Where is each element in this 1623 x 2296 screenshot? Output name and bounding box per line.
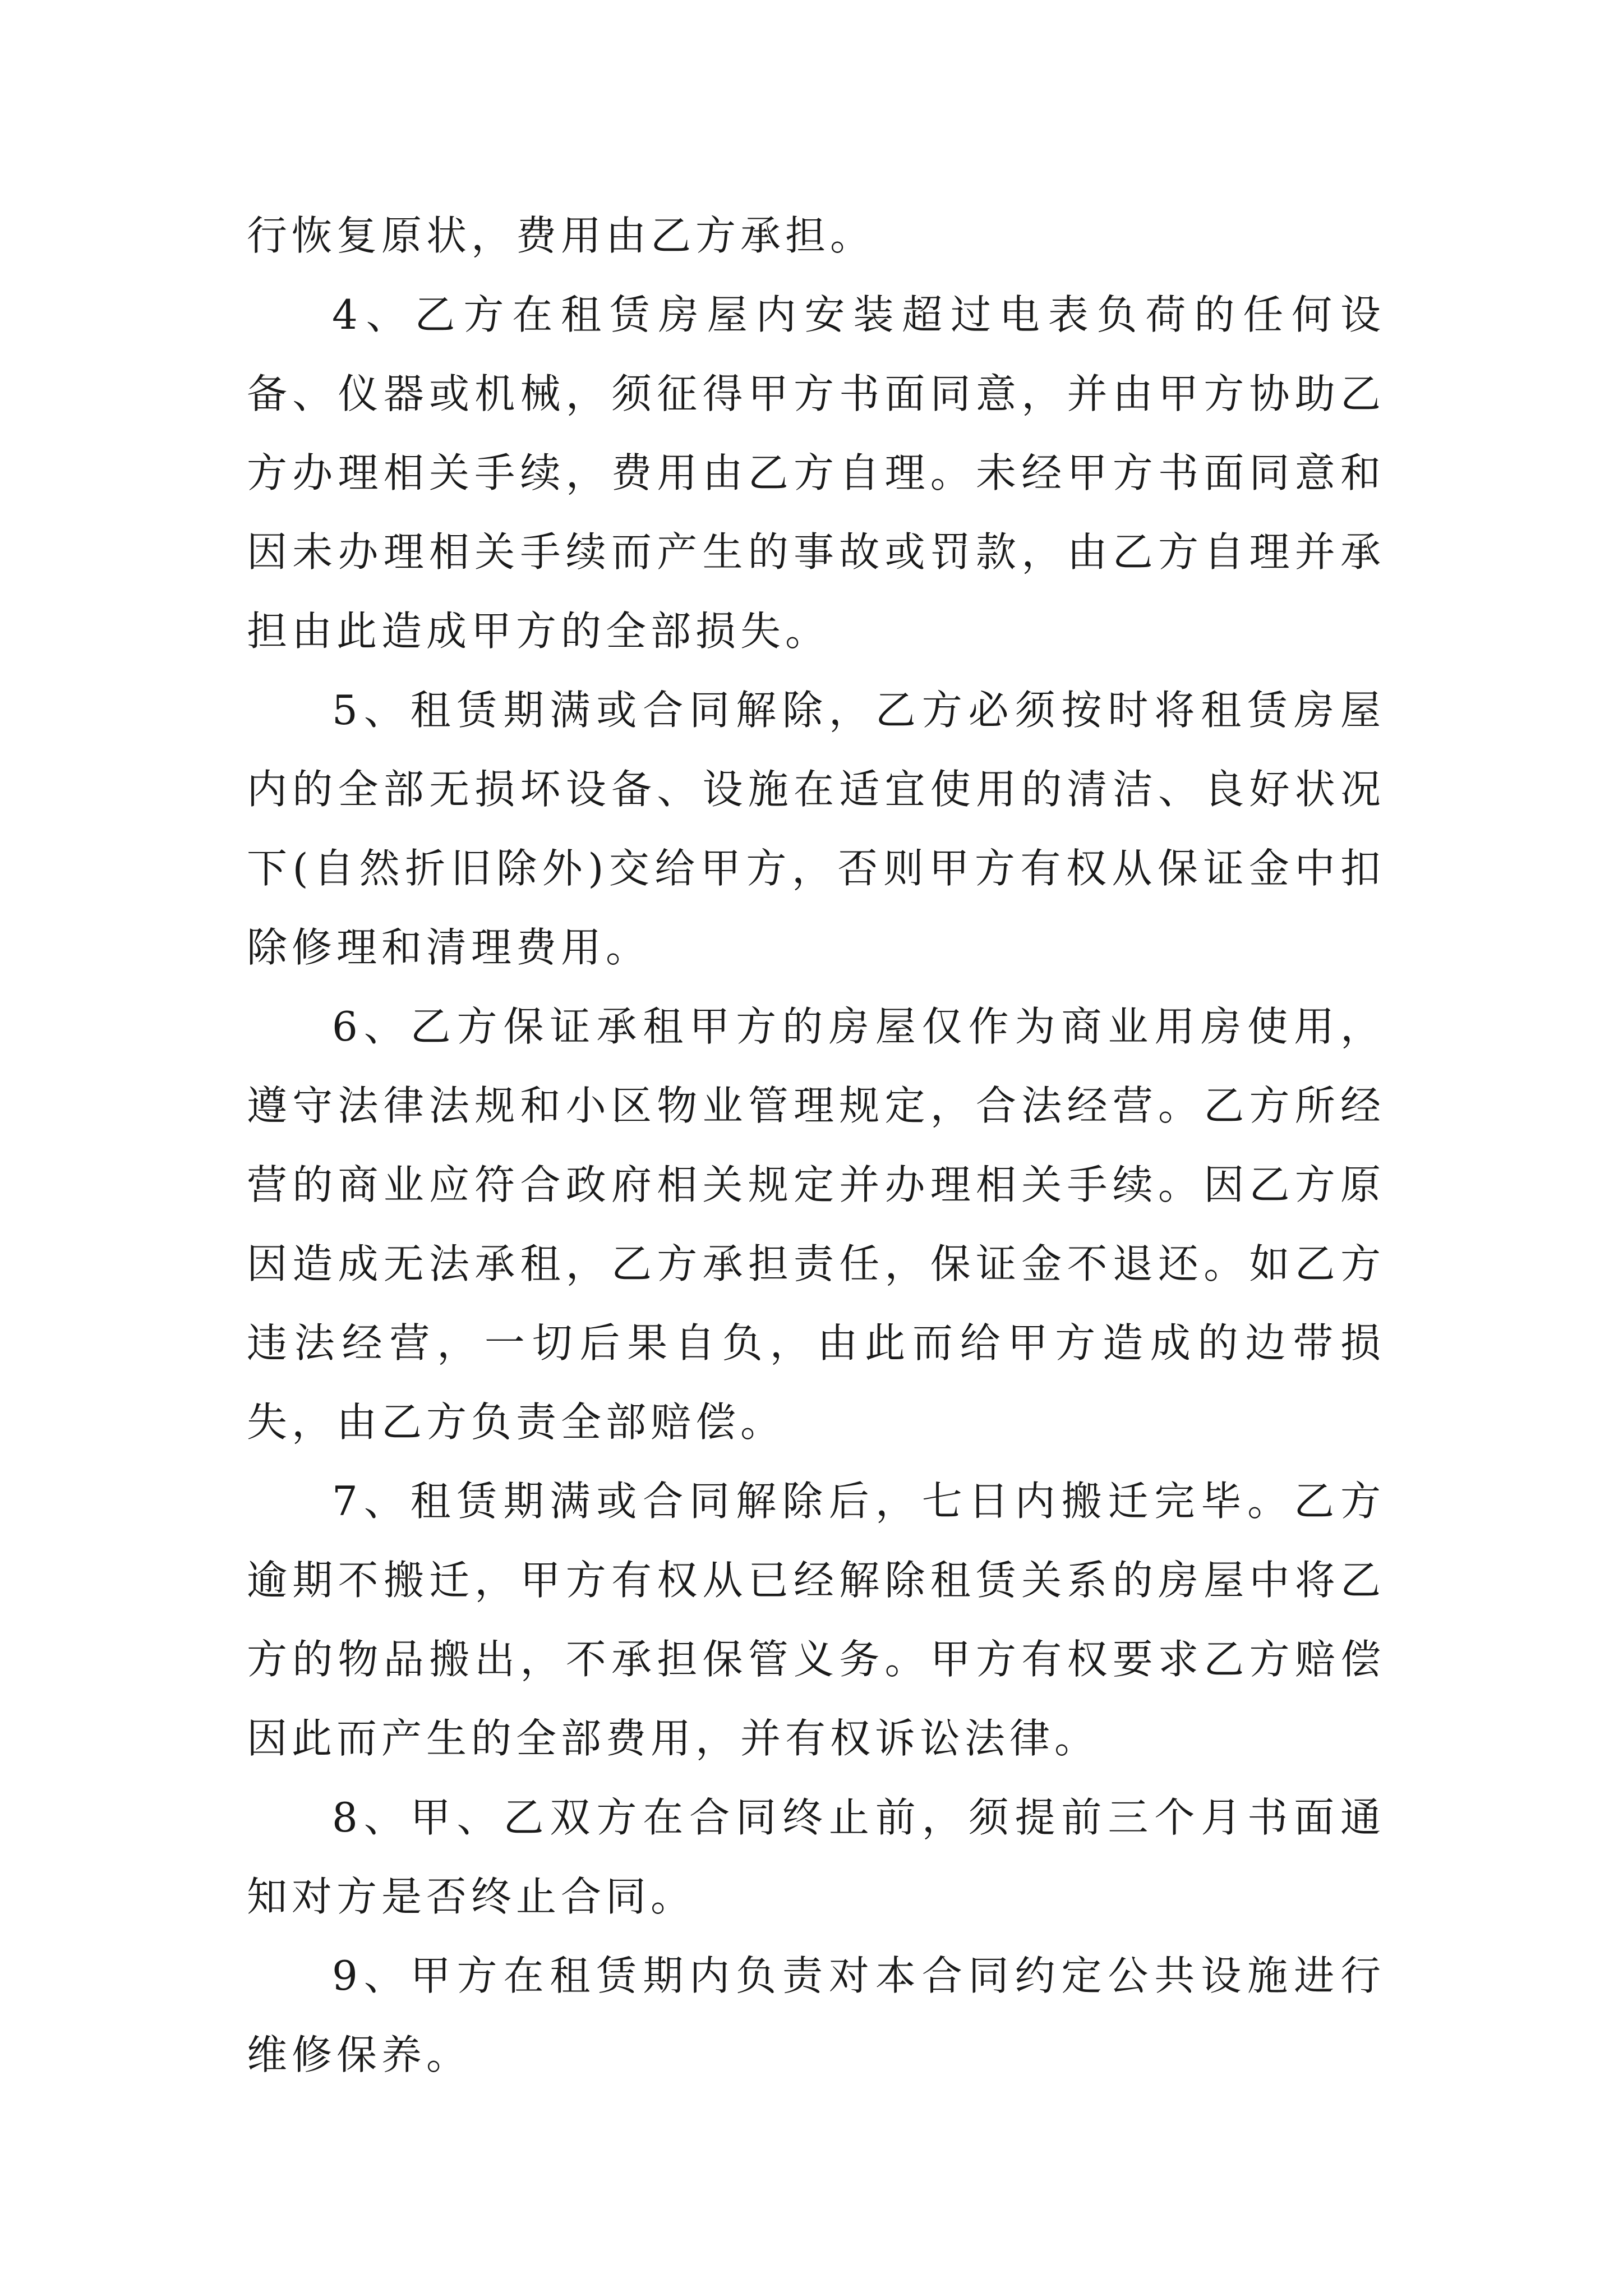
clause-9: 9、甲方在租赁期内负责对本合同约定公共设施进行维修保养。	[247, 1952, 1385, 2078]
clause-6: 6、乙方保证承租甲方的房屋仅作为商业用房使用，遵守法律法规和小区物业管理规定，合法经营。乙方所经营的商业应符合政府相关规定并办理相关手续。因乙方原因造成无法承租，乙方承担责任，保证金不退还。如乙方违法经营，一切后果自负，由此而给甲方造成的边带损失，由乙方负责全部赔偿。	[247, 1003, 1385, 1446]
clause-5: 5、租赁期满或合同解除，乙方必须按时将租赁房屋内的全部无损坏设备、设施在适宜使用的清洁、良好状况下(自然折旧除外)交给甲方，否则甲方有权从保证金中扣除修理和清理费用。	[247, 687, 1385, 971]
paragraph-continuation: 行恢复原状，费用由乙方承担。	[247, 212, 875, 259]
clause-7: 7、租赁期满或合同解除后，七日内搬迁完毕。乙方逾期不搬迁，甲方有权从已经解除租赁关系的房屋中将乙方的物品搬出，不承担保管义务。甲方有权要求乙方赔偿因此而产生的全部费用，并有权诉讼法律。	[247, 1478, 1385, 1762]
clause-8: 8、甲、乙双方在合同终止前，须提前三个月书面通知对方是否终止合同。	[247, 1794, 1385, 1920]
clause-4: 4、乙方在租赁房屋内安装超过电表负荷的任何设备、仪器或机械，须征得甲方书面同意，并由甲方协助乙方办理相关手续，费用由乙方自理。未经甲方书面同意和因未办理相关手续而产生的事故或罚款，由乙方自理并承担由此造成甲方的全部损失。	[247, 291, 1385, 655]
document-body	[247, 196, 1385, 2095]
